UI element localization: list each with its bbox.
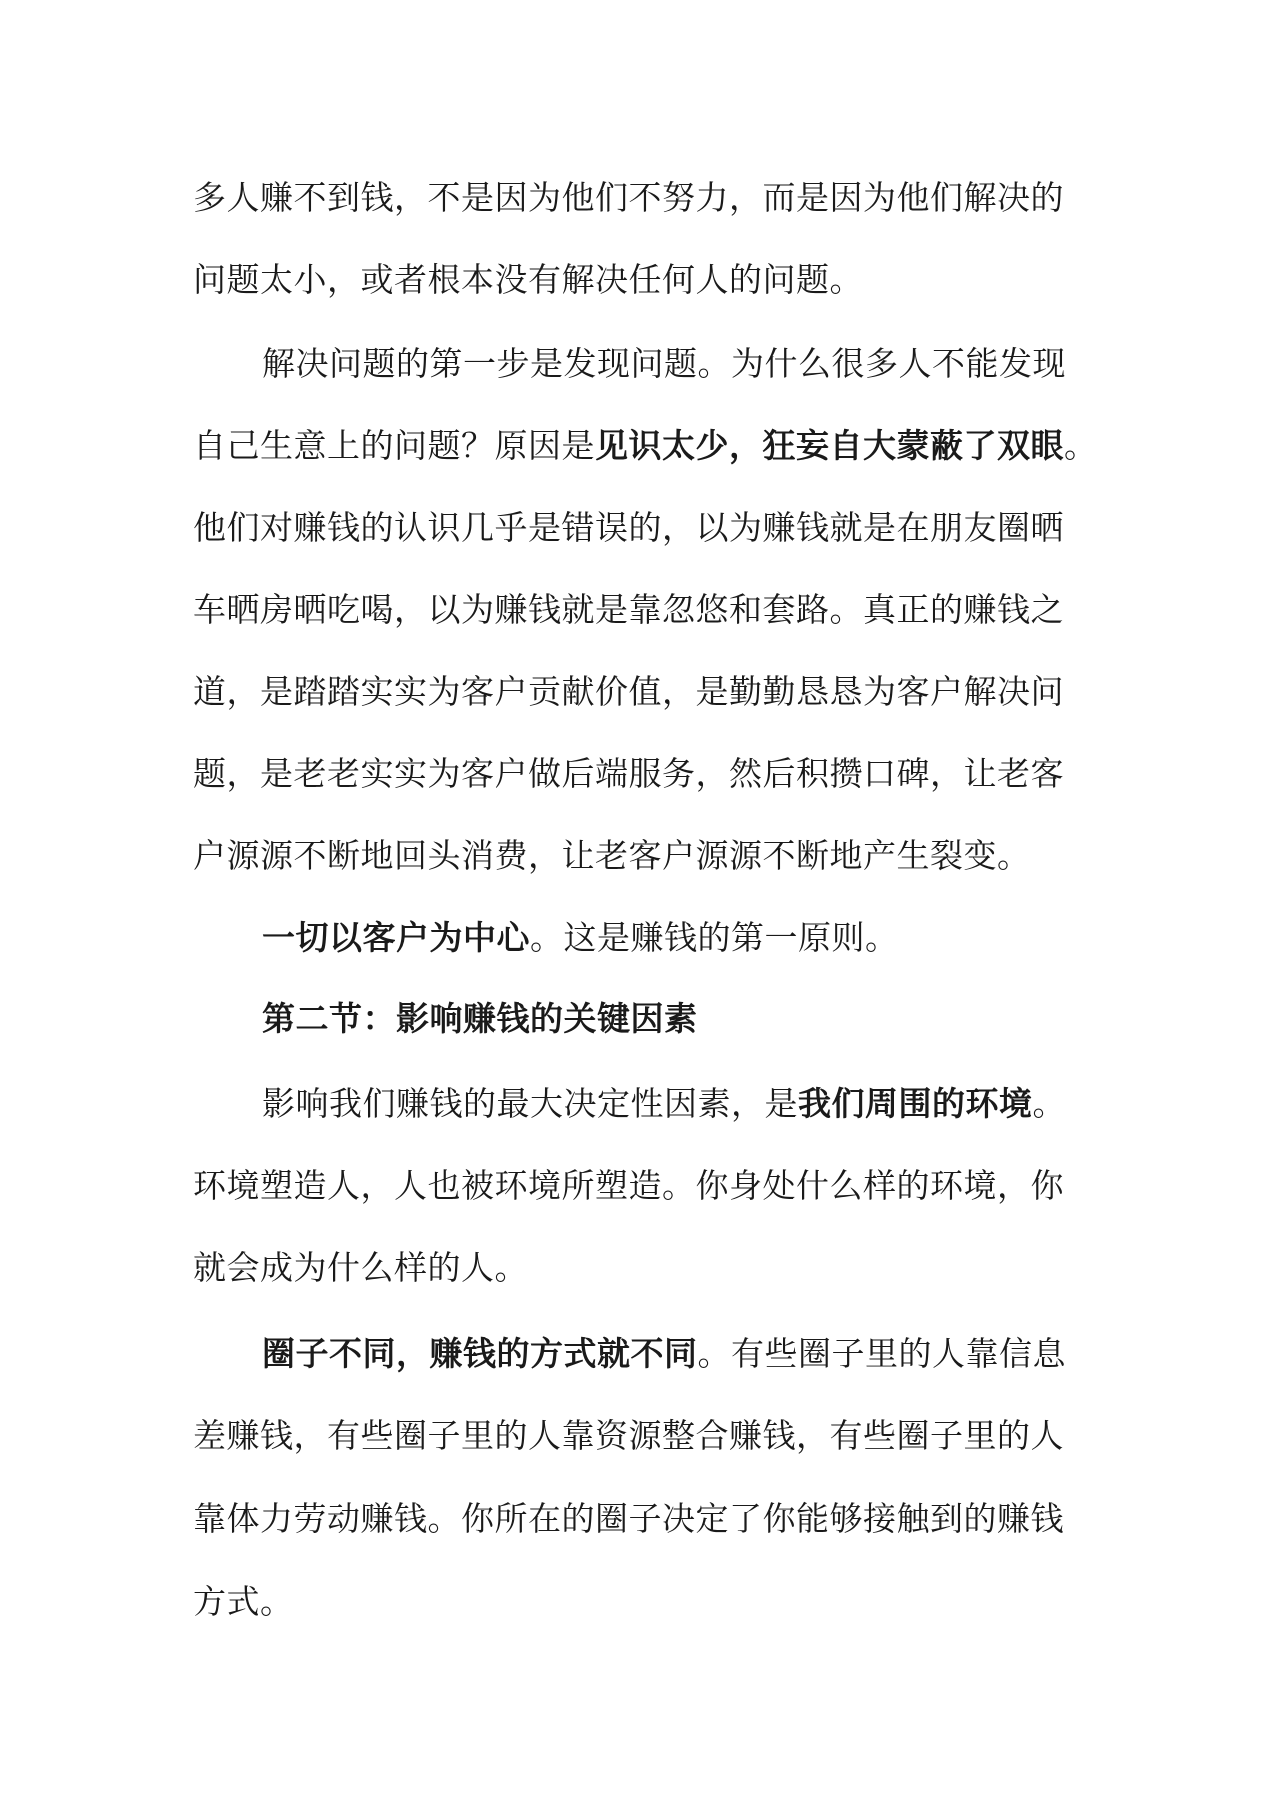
bold-emphasis: 见识太少，狂妄自大蒙蔽了双眼 — [595, 426, 1064, 465]
text-line: 多人赚不到钱，不是因为他们不努力，而是因为他们解决的 — [193, 178, 1064, 217]
text-line: 车晒房晒吃喝，以为赚钱就是靠忽悠和套路。真正的赚钱之 — [193, 590, 1064, 629]
text-line: 道，是踏踏实实为客户贡献价值，是勤勤恳恳为客户解决问 — [193, 672, 1064, 711]
bold-emphasis: 一切以客户为中心 — [262, 918, 530, 957]
text-line: 问题太小，或者根本没有解决任何人的问题。 — [193, 260, 863, 299]
section-heading: 第二节：影响赚钱的关键因素 — [262, 999, 698, 1038]
text-line: 一切以客户为中心。这是赚钱的第一原则。 — [262, 918, 899, 957]
bold-emphasis: 我们周围的环境 — [798, 1084, 1033, 1123]
text-line: 解决问题的第一步是发现问题。为什么很多人不能发现 — [262, 344, 1066, 383]
text-line: 环境塑造人，人也被环境所塑造。你身处什么样的环境，你 — [193, 1166, 1064, 1205]
text-line: 方式。 — [193, 1582, 294, 1621]
text-line: 自己生意上的问题？原因是见识太少，狂妄自大蒙蔽了双眼。 — [193, 426, 1098, 465]
text-line: 户源源不断地回头消费，让老客户源源不断地产生裂变。 — [193, 836, 1031, 875]
text-line: 就会成为什么样的人。 — [193, 1248, 528, 1287]
text-line: 靠体力劳动赚钱。你所在的圈子决定了你能够接触到的赚钱 — [193, 1499, 1064, 1538]
text-line: 差赚钱，有些圈子里的人靠资源整合赚钱，有些圈子里的人 — [193, 1416, 1064, 1455]
text-line: 题，是老老实实为客户做后端服务，然后积攒口碑，让老客 — [193, 754, 1064, 793]
text-line: 影响我们赚钱的最大决定性因素，是我们周围的环境。 — [262, 1084, 1066, 1123]
text-line: 他们对赚钱的认识几乎是错误的，以为赚钱就是在朋友圈晒 — [193, 508, 1064, 547]
text-line: 圈子不同，赚钱的方式就不同。有些圈子里的人靠信息 — [262, 1334, 1066, 1373]
bold-emphasis: 圈子不同，赚钱的方式就不同 — [262, 1334, 698, 1373]
